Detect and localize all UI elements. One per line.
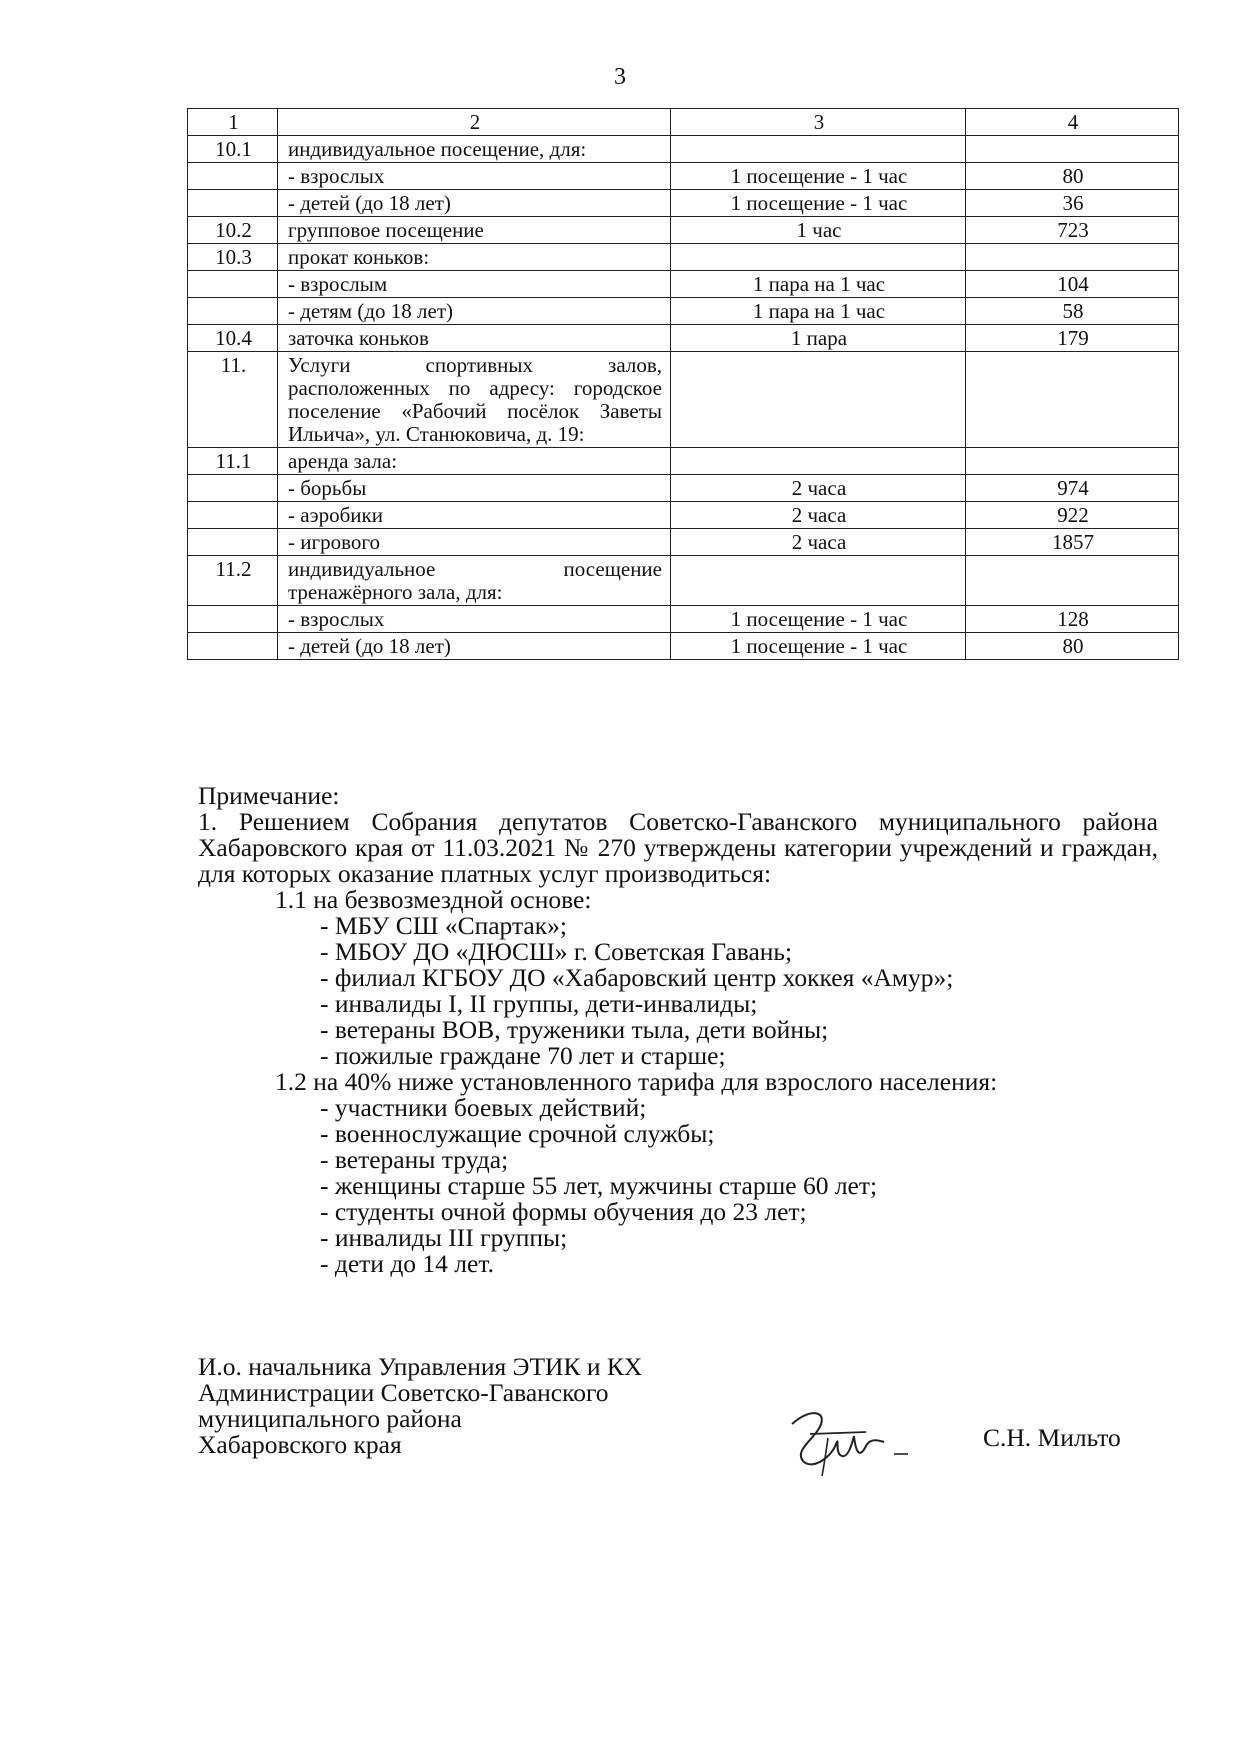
table-row: [188, 529, 1179, 556]
service-name-cell: - детям (до 18 лет): [278, 298, 671, 325]
price-cell: [966, 352, 1179, 448]
price-cell: 128: [966, 606, 1179, 633]
price-cell: 723: [966, 217, 1179, 244]
service-name-cell: - игрового: [278, 529, 671, 556]
service-name-cell: - детей (до 18 лет): [278, 633, 671, 660]
list-item: - участники боевых действий;: [320, 1093, 647, 1122]
note-sub1: 1.1 на безвозмездной основе:: [275, 885, 592, 914]
price-cell: 974: [966, 475, 1179, 502]
table-header-row: [188, 109, 1179, 136]
service-name-cell: индивидуальное посещение, для:: [278, 136, 671, 163]
row-number-cell: [188, 298, 278, 325]
table-row: [188, 556, 1179, 606]
table-row: [188, 502, 1179, 529]
unit-cell: 1 пара: [671, 325, 966, 352]
price-cell: 58: [966, 298, 1179, 325]
header-col-3: 3: [671, 109, 966, 136]
service-name-cell: аренда зала:: [278, 448, 671, 475]
price-cell: 104: [966, 271, 1179, 298]
list-item: - филиал КГБОУ ДО «Хабаровский центр хоккея «Амур»;: [320, 963, 954, 992]
table-row: [188, 352, 1179, 448]
row-number-cell: 10.4: [188, 325, 278, 352]
note-section: [198, 783, 1158, 1277]
header-col-4: 4: [966, 109, 1179, 136]
table-row: [188, 448, 1179, 475]
list-item: - МБУ СШ «Спартак»;: [320, 911, 567, 940]
price-cell: 36: [966, 190, 1179, 217]
unit-cell: 1 посещение - 1 час: [671, 633, 966, 660]
list-item: - женщины старше 55 лет, мужчины старше 60 лет;: [320, 1171, 878, 1200]
price-cell: 1857: [966, 529, 1179, 556]
tariff-table: [187, 108, 1179, 660]
signature-title-line: муниципального района: [198, 1404, 462, 1433]
price-cell: [966, 244, 1179, 271]
row-number-cell: [188, 475, 278, 502]
service-name-cell: - аэробики: [278, 502, 671, 529]
signature-title-line: И.о. начальника Управления ЭТИК и КХ: [198, 1352, 643, 1381]
unit-cell: 2 часа: [671, 475, 966, 502]
list-item: - ветераны труда;: [320, 1145, 509, 1174]
row-number-cell: [188, 163, 278, 190]
unit-cell: [671, 448, 966, 475]
price-cell: [966, 448, 1179, 475]
unit-cell: 1 час: [671, 217, 966, 244]
table-row: [188, 217, 1179, 244]
service-name-cell: - взрослым: [278, 271, 671, 298]
unit-cell: 1 посещение - 1 час: [671, 606, 966, 633]
table-row: [188, 136, 1179, 163]
table-row: [188, 190, 1179, 217]
list-item: - инвалиды III группы;: [320, 1223, 568, 1252]
unit-cell: [671, 556, 966, 606]
table-row: [188, 475, 1179, 502]
service-name-cell: Услуги спортивных залов, расположенных по адресу: городское поселение «Рабочий посёлок Заветы Ильича», ул. Станюковича, д. 19:: [278, 352, 671, 448]
sub2-list: [198, 1095, 1158, 1277]
service-name-cell: - взрослых: [278, 163, 671, 190]
table-row: [188, 271, 1179, 298]
unit-cell: 1 посещение - 1 час: [671, 190, 966, 217]
note-heading: Примечание:: [198, 781, 340, 810]
row-number-cell: 11.1: [188, 448, 278, 475]
handwritten-signature: [782, 1396, 912, 1480]
page-number: 3: [614, 64, 626, 90]
price-cell: [966, 556, 1179, 606]
sub1-list: [198, 913, 1158, 1069]
unit-cell: [671, 136, 966, 163]
header-col-1: 1: [188, 109, 278, 136]
service-name-cell: заточка коньков: [278, 325, 671, 352]
price-cell: 80: [966, 633, 1179, 660]
unit-cell: 1 пара на 1 час: [671, 271, 966, 298]
service-name-cell: групповое посещение: [278, 217, 671, 244]
table-row: [188, 633, 1179, 660]
table-row: [188, 325, 1179, 352]
table-row: [188, 244, 1179, 271]
row-number-cell: 10.2: [188, 217, 278, 244]
list-item: - МБОУ ДО «ДЮСШ» г. Советская Гавань;: [320, 937, 793, 966]
list-item: - дети до 14 лет.: [320, 1249, 494, 1278]
unit-cell: 1 пара на 1 час: [671, 298, 966, 325]
price-cell: 179: [966, 325, 1179, 352]
signature-title-line: Администрации Советско-Гаванского: [198, 1378, 609, 1407]
service-name-cell: - борьбы: [278, 475, 671, 502]
list-item: - студенты очной формы обучения до 23 лет;: [320, 1197, 807, 1226]
price-cell: 80: [966, 163, 1179, 190]
price-cell: 922: [966, 502, 1179, 529]
list-item: - ветераны ВОВ, труженики тыла, дети войны;: [320, 1015, 829, 1044]
unit-cell: 2 часа: [671, 529, 966, 556]
row-number-cell: [188, 502, 278, 529]
row-number-cell: [188, 529, 278, 556]
signature-title-line: Хабаровского края: [198, 1430, 402, 1459]
unit-cell: 2 часа: [671, 502, 966, 529]
list-item: - инвалиды I, II группы, дети-инвалиды;: [320, 989, 758, 1018]
table-row: [188, 606, 1179, 633]
note-sub2: 1.2 на 40% ниже установленного тарифа для взрослого населения:: [275, 1067, 998, 1096]
table-row: [188, 163, 1179, 190]
row-number-cell: [188, 633, 278, 660]
row-number-cell: [188, 271, 278, 298]
service-name-cell: - взрослых: [278, 606, 671, 633]
row-number-cell: [188, 606, 278, 633]
table-row: [188, 298, 1179, 325]
unit-cell: 1 посещение - 1 час: [671, 163, 966, 190]
price-cell: [966, 136, 1179, 163]
list-item: - военнослужащие срочной службы;: [320, 1119, 715, 1148]
list-item: - пожилые граждане 70 лет и старше;: [320, 1041, 726, 1070]
header-col-2: 2: [278, 109, 671, 136]
service-name-cell: индивидуальное посещение тренажёрного зала, для:: [278, 556, 671, 606]
note-paragraph: 1. Решением Собрания депутатов Советско-Гаванского муниципального района Хабаровского края от 11.03.2021 № 270 утверждены категории учреждений и граждан, для которых оказание платных услуг производиться:: [198, 807, 1158, 888]
row-number-cell: 11.: [188, 352, 278, 448]
service-name-cell: прокат коньков:: [278, 244, 671, 271]
signature-title: [198, 1354, 642, 1458]
signatory-name: С.Н. Мильто: [983, 1423, 1121, 1452]
row-number-cell: 10.3: [188, 244, 278, 271]
row-number-cell: 10.1: [188, 136, 278, 163]
row-number-cell: [188, 190, 278, 217]
row-number-cell: 11.2: [188, 556, 278, 606]
unit-cell: [671, 352, 966, 448]
unit-cell: [671, 244, 966, 271]
service-name-cell: - детей (до 18 лет): [278, 190, 671, 217]
